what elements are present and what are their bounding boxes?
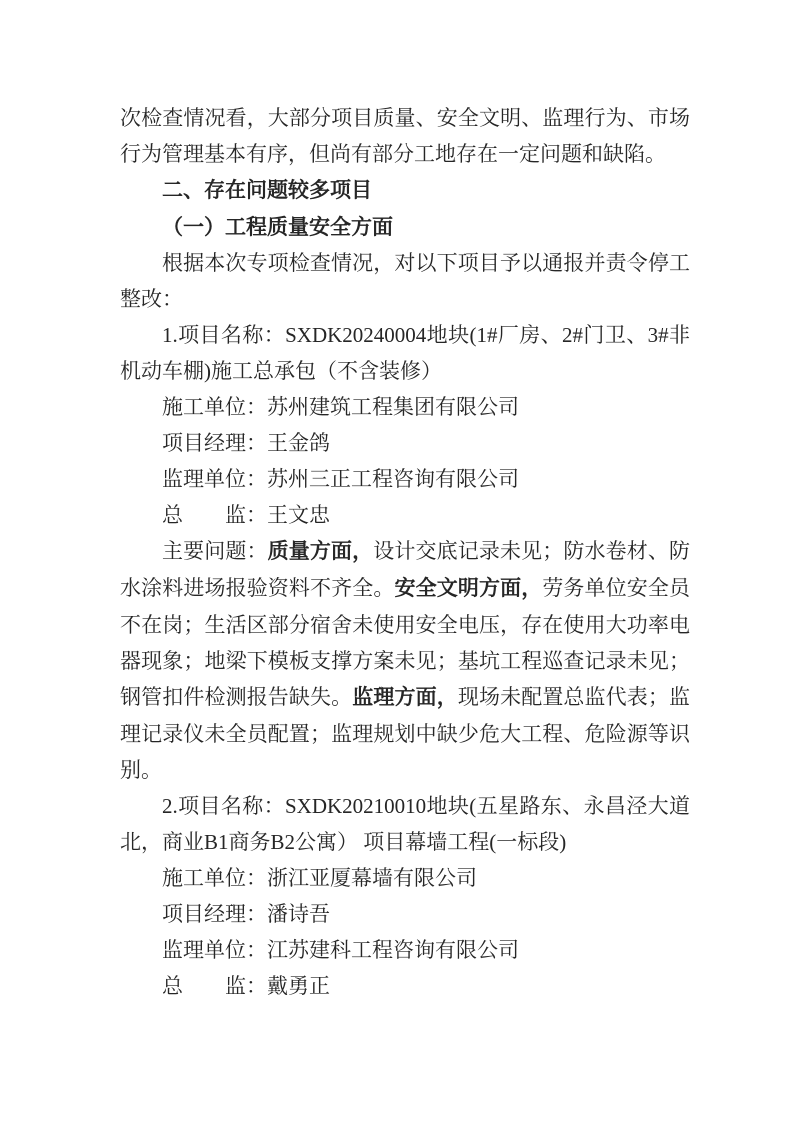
paragraph-body bbox=[120, 860, 690, 896]
text-run: 施工单位：浙江亚厦幕墙有限公司 bbox=[162, 866, 477, 890]
document-body bbox=[120, 100, 690, 1004]
bold-text-run: 安全文明方面， bbox=[394, 577, 543, 600]
paragraph-body bbox=[120, 968, 690, 1004]
paragraph-body bbox=[120, 932, 690, 968]
text-run: 设计交底记录未见；防水卷材、防水涂料进场报验资料不齐全。 bbox=[120, 539, 690, 600]
paragraph-heading2 bbox=[120, 209, 690, 245]
bold-text-run: 质量方面， bbox=[267, 540, 374, 563]
paragraph-body bbox=[120, 461, 690, 497]
bold-text-run: （一）工程质量安全方面 bbox=[162, 215, 393, 239]
paragraph-body bbox=[120, 533, 690, 788]
text-run: 2.项目名称：SXDK20210010地块(五星路东、永昌泾大道北，商业B1商务B2公寓） 项目幕墙工程(一标段) bbox=[120, 794, 690, 854]
text-run: 监理单位：苏州三正工程咨询有限公司 bbox=[162, 467, 519, 491]
text-run: 监理单位：江苏建科工程咨询有限公司 bbox=[162, 938, 519, 962]
text-run: 主要问题： bbox=[162, 539, 268, 563]
text-run: 劳务单位安全员不在岗；生活区部分宿舍未使用安全电压，存在使用大功率电器现象；地梁下模板支撑方案未见；基坑工程巡查记录未见；钢管扣件检测报告缺失。 bbox=[120, 576, 691, 709]
text-run: 总 监：王文忠 bbox=[162, 503, 330, 527]
paragraph-body bbox=[120, 896, 690, 932]
bold-text-run: 监理方面， bbox=[352, 686, 458, 709]
paragraph-body bbox=[120, 497, 690, 533]
paragraph-heading1 bbox=[120, 172, 690, 209]
text-run: 次检查情况看，大部分项目质量、安全文明、监理行为、市场行为管理基本有序，但尚有部分工地存在一定问题和缺陷。 bbox=[120, 106, 690, 166]
text-run: 根据本次专项检查情况，对以下项目予以通报并责令停工整改： bbox=[120, 251, 690, 311]
paragraph-body bbox=[120, 317, 690, 389]
text-run: 项目经理：潘诗吾 bbox=[162, 902, 330, 926]
paragraph-body bbox=[120, 245, 690, 317]
text-run: 项目经理：王金鸽 bbox=[162, 431, 330, 455]
paragraph-body bbox=[120, 100, 690, 172]
bold-text-run: 二、存在问题较多项目 bbox=[162, 179, 372, 202]
paragraph-body bbox=[120, 389, 690, 425]
paragraph-body bbox=[120, 788, 690, 860]
text-run: 现场未配置总监代表；监理记录仪未全员配置；监理规划中缺少危大工程、危险源等识别。 bbox=[120, 685, 691, 782]
text-run: 施工单位：苏州建筑工程集团有限公司 bbox=[162, 395, 519, 419]
paragraph-body bbox=[120, 425, 690, 461]
text-run: 1.项目名称：SXDK20240004地块(1#厂房、2#门卫、3#非机动车棚)施工总承包（不含装修） bbox=[120, 323, 690, 383]
text-run: 总 监：戴勇正 bbox=[162, 974, 330, 998]
